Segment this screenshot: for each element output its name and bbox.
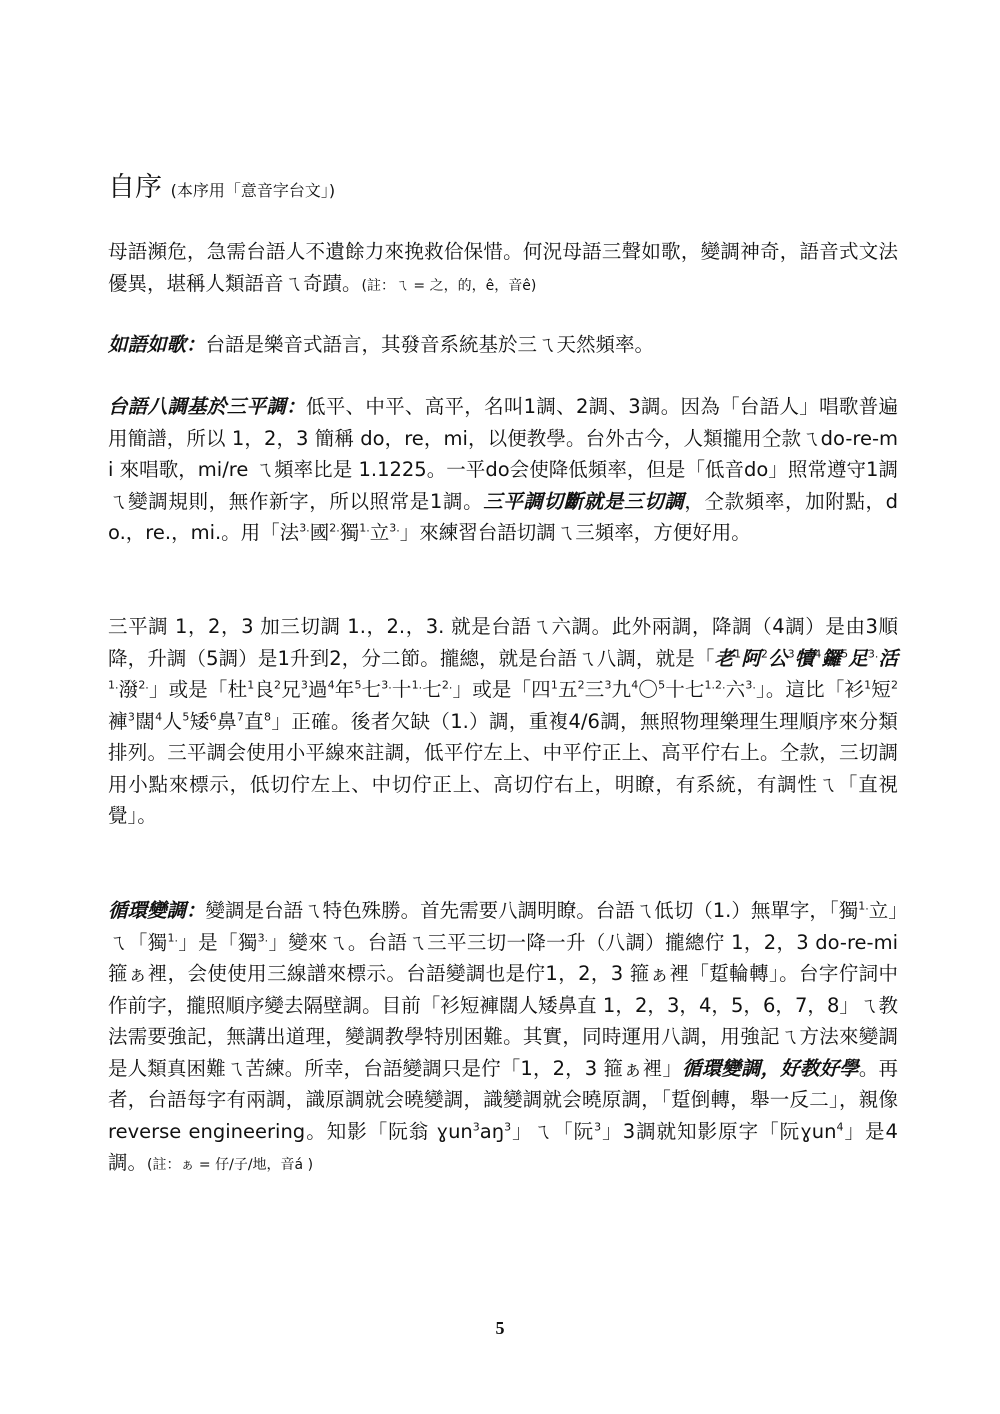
tone-mark: 1.	[167, 931, 178, 944]
paragraph-intro	[108, 236, 898, 302]
tone-mark: 3	[787, 647, 795, 660]
tone-mark: 3	[127, 710, 135, 723]
tone-char: 矮	[189, 709, 210, 733]
tone-mark: 4	[836, 1120, 844, 1133]
tone-mark: 2.	[329, 521, 340, 535]
tone-char: 獨	[339, 521, 360, 544]
tone-mark: 5	[182, 710, 190, 723]
tone-char: 鼻	[216, 709, 237, 733]
tone-char: 過	[307, 678, 328, 701]
page-number: 5	[495, 1318, 505, 1338]
paragraph-three-level-tones	[108, 391, 898, 549]
paragraph-cyclic-tone-sandhi	[108, 895, 898, 1182]
eight-tones-text-c: 」或是「	[452, 678, 532, 701]
tone-char: 衫	[844, 678, 865, 701]
tone-mark: 3	[300, 678, 308, 692]
tone-char: 老	[714, 646, 735, 670]
tone-mark: 3.	[381, 678, 392, 692]
tone-char: 兄	[281, 678, 301, 701]
tone-mark: 1.	[858, 899, 869, 913]
tone-char: 潑	[118, 678, 139, 701]
like-song-heading: 如語如歌：	[108, 333, 206, 356]
tone-char: 公	[767, 646, 788, 670]
cyclic-text: 立」ㄟ「獨	[108, 899, 898, 954]
tone-char: 五	[557, 678, 578, 701]
paragraph-like-song	[108, 329, 898, 361]
tone-mark: 4	[814, 647, 822, 660]
page-title	[108, 170, 335, 209]
tones-text-a: 低平、中平、高平，名叫1調、2調、3調。因為「台語人」唱歌普遍用簡譜，所以 1，2，3 簡稱 do，re，mi，以便教學。台外古今，人類攏用仝款ㄟdo-re-mi 來唱歌，mi/re ㄟ頻率比是 1.1225。一平do会使降低頻率，但是「低音do」照常遵守1調ㄟ變調規則，無作新字，所以照常是1調。	[108, 395, 898, 513]
tone-mark: 3.	[257, 931, 269, 944]
tone-char: 四	[531, 678, 551, 701]
tone-char: 國	[309, 521, 330, 544]
tone-char: 鑼	[821, 646, 842, 670]
tone-mark: 1	[247, 678, 255, 692]
tone-mark: 7	[236, 710, 244, 723]
tone-char: 犢	[794, 646, 815, 670]
tone-char: 七	[422, 678, 442, 701]
tones-heading: 台語八調基於三平調：	[108, 395, 306, 418]
cyclic-text: 」ㄟ「阮	[511, 1119, 595, 1143]
tone-char: 十七	[665, 678, 705, 701]
tone-char: 十	[391, 678, 412, 701]
tone-mark: 3	[504, 1120, 512, 1133]
eight-tones-text-b: 」或是「	[148, 678, 228, 701]
tone-mark: 5	[658, 678, 666, 692]
tone-char: 人	[162, 709, 183, 733]
tone-mark: 5	[354, 678, 362, 692]
cyclic-heading: 循環變調：	[108, 899, 206, 922]
eight-tones-text-a: 三平調 1，2，3 加三切調 1.，2.，3. 就是台語ㄟ六調。此外兩調，降調（4調）是由3順降，升調（5調）是1升到2，分二節。攏總，就是台語ㄟ八調，就是「	[108, 615, 898, 670]
tones-text-end: 」來練習台語切調ㄟ三頻率，方便好用。	[399, 521, 751, 544]
tone-char: 七	[361, 678, 382, 701]
tone-char: 良	[254, 678, 275, 701]
eight-tones-text-d: 」。這比「	[755, 678, 845, 701]
cyclic-text-b: 」變來ㄟ。台語ㄟ三平三切一降一升（八調）攏總佇 1，2，3 do-re-mi 箍ぁ裡，会使使用三線譜來標示。台語變調也是佇1，2，3 箍ぁ裡「踅輪轉」。台字佇詞中作前字，攏照順序變去隔壁調。目前「衫短褲闊人矮鼻直 1，2，3，4，5，6，7，8」ㄟ教法需要強記，無講出道理，變調教學特別困難。其實，同時運用八調，用強記ㄟ方法來變調是人類真困難ㄟ苦練。所幸，台語變調只是佇「1，2，3 箍ぁ裡」	[108, 930, 898, 1080]
cyclic-text: 」是「獨	[178, 930, 258, 954]
title-note: (本序用「意音字台文」)	[170, 181, 336, 200]
tone-mark: 3	[604, 678, 612, 692]
like-song-text: 台語是樂音式語言，其發音系統基於三ㄟ天然頻率。	[205, 333, 655, 356]
tone-char: 三	[584, 678, 605, 701]
tone-mark: 3	[594, 1120, 602, 1133]
tone-char: 短	[871, 678, 891, 701]
tone-char: 活	[878, 646, 898, 670]
tone-mark: 8	[264, 710, 272, 723]
tone-mark: 4	[327, 678, 335, 692]
tone-mark: 1.	[359, 521, 370, 535]
tone-mark: 4	[631, 678, 639, 692]
tone-char: 闊	[134, 709, 156, 733]
tone-mark: 4	[155, 710, 163, 723]
tone-mark: 2.	[138, 678, 149, 692]
cyclic-text: 」3調就知影原字「阮ɣun	[601, 1119, 837, 1143]
tone-mark: 2	[760, 647, 768, 660]
tone-char: 六	[725, 678, 746, 701]
tone-mark: 1.	[411, 678, 423, 692]
tone-mark: 2	[890, 678, 898, 692]
tone-mark: 1.2.	[704, 678, 726, 692]
cyclic-text: aŋ	[479, 1119, 505, 1143]
tone-mark: 1	[734, 647, 742, 660]
tone-char: 阿	[741, 646, 761, 670]
cyclic-note: (註：ぁ = 仔/子/地，音á )	[147, 1157, 314, 1173]
tone-mark: 1	[550, 678, 558, 692]
tone-char: 〇	[638, 678, 659, 701]
tone-mark: 6	[209, 710, 217, 723]
intro-note: (註：ㄟ = 之，的，ê，音ê)	[361, 277, 537, 294]
tone-mark: 3.	[299, 521, 310, 535]
tones-emphasis: 三平調切斷就是三切調	[483, 489, 685, 513]
cyclic-emphasis: 循環變調，好教好學	[682, 1056, 859, 1080]
tone-mark: 1.	[108, 678, 119, 692]
tone-mark: 2	[274, 678, 282, 692]
tones-text-b: ，仝款頻率，加附點，do.，re.，mi.。用「法	[108, 489, 898, 544]
title-text: 自序	[108, 172, 162, 203]
intro-text: 母語瀕危，急需台語人不遺餘力來挽救佮保惜。何況母語三聲如歌，變調神奇，語音式文法優異，堪稱人類語音ㄟ奇蹟。	[108, 240, 898, 295]
cyclic-text: 」是4調。	[108, 1119, 898, 1174]
cyclic-text-c: 。再者，台語每字有兩調，識原調就会曉變調，識變調就会曉原調，「踅倒轉，舉一反二」，親像 reverse engineering。知影「阮翁 ɣun	[108, 1056, 898, 1143]
tone-char: 立	[369, 521, 390, 544]
tone-mark: 2.	[441, 678, 453, 692]
tone-sequence-2	[228, 678, 453, 701]
tone-char: 直	[243, 709, 265, 733]
eight-tones-text-e: 」正確。後者欠缺（1.）調，重複4/6調，無照物理樂理生理順序來分類排列。三平調会使用小平線來註調，低平佇左上、中平佇正上、高平佇右上。仝款，三切調用小點來標示，低切佇左上、中切佇正上、高切佇右上，明瞭，有系統，有調性ㄟ「直視覺」。	[108, 709, 898, 827]
tone-mark: 2	[577, 678, 585, 692]
tone-mark: 1	[864, 678, 872, 692]
tone-sequence-3	[531, 678, 756, 701]
paragraph-eight-tones	[108, 611, 898, 832]
tone-char: 足	[848, 646, 868, 670]
tone-mark: 3.	[745, 678, 756, 692]
cyclic-text-a: 變調是台語ㄟ特色殊勝。首先需要八調明瞭。台語ㄟ低切（1.）無單字，「獨	[205, 899, 859, 922]
tone-mark: 3.	[867, 647, 879, 660]
tone-mark: 3.	[389, 521, 400, 535]
tone-char: 杜	[227, 678, 248, 701]
tone-char: 褲	[108, 709, 128, 733]
tone-char: 九	[611, 678, 632, 701]
tone-mark: 3	[472, 1120, 480, 1133]
tone-mark: 5	[841, 647, 849, 660]
tone-char: 年	[334, 678, 355, 701]
